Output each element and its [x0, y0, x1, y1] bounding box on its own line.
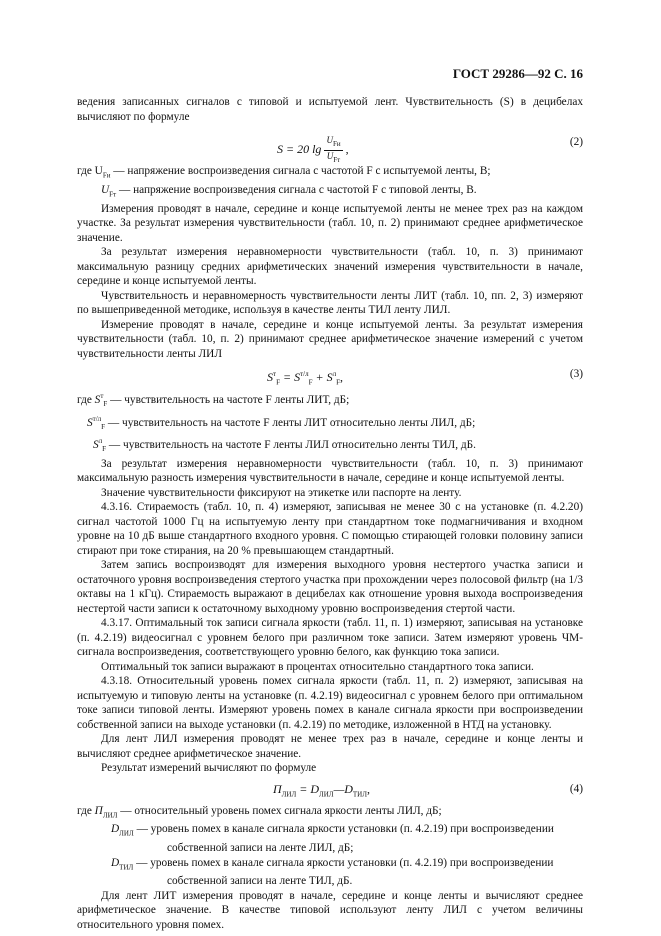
- paragraph: За результат измерения неравномерности чувствительности (табл. 10, п. 3) принимают максимальную разницу средних арифметических значений измерения чувствительности в начале, середине и конце испытуемой ленты.: [77, 246, 583, 287]
- formula-number: (4): [569, 782, 583, 795]
- formula-number: (2): [569, 136, 583, 148]
- paragraph: Измерения проводят в начале, середине и конце испытуемой ленты не менее трех раз на каждом участке. За результат измерения чувствительности (табл. 10, п. 2) принимают среднее арифметическое значение.: [77, 202, 583, 244]
- fraction: $\frac{U_{Fи}}{U_{Fт}}$: [326, 135, 341, 164]
- definition: $D_{ТИЛ}$ — уровень помех в канале сигнала яркости установки (п. 4.2.19) при воспроизведении: [111, 856, 554, 871]
- definition: собственной записи на ленте ЛИЛ, дБ;: [167, 842, 354, 855]
- formula-number: (3): [569, 368, 583, 380]
- paragraph: Оптимальный ток записи выражают в процентах относительно стандартного тока записи.: [101, 660, 534, 673]
- formula-lhs: S = 20 lg: [277, 142, 322, 157]
- page-header: ГОСТ 29286—92 С. 16: [452, 66, 583, 81]
- paragraph: Для лент ЛИЛ измерения проводят не менее трех раз в начале, середине и конце ленты и вычисляют среднее арифметическое значение.: [77, 733, 583, 760]
- paragraph: Значение чувствительности фиксируют на этикетке или паспорте на ленту.: [101, 486, 462, 499]
- paragraph: Для лент ЛИТ измерения проводят в начале, середине и конце ленты и вычисляют среднее арифметическое значение. В качестве типовой используют ленту ЛИЛ с учетом величины относительного уровня помех.: [77, 889, 583, 931]
- paragraph: 4.3.18. Относительный уровень помех сигнала яркости (табл. 11, п. 2) измеряют, записывая на испытуемую и типовую ленты на установке (п. 4.2.19) видеосигнал с уровнем белого при оптимальном токе записи типовой ленты. Измеряют уровень помех в канале сигнала яркости при воспроизведении собственной записи на выходе установки (п. 4.2.19) по методике, изложенной в НТД на установку.: [77, 675, 583, 731]
- paragraph: Затем запись воспроизводят для измерения выходного уровня нестертого участка записи и остаточного уровня воспроизведения стертого участка при прохождении через полосовой фильтр (на 1/3 октавы на 1 кГц). Стираемость выражают в децибелах как отношение уровня выхода воспроизведения нестертой части записи к остаточному выходному уровню воспроизведения стертой части.: [77, 559, 583, 615]
- definition: где $П_{ЛИЛ}$ — относительный уровень помех сигнала яркости ленты ЛИЛ, дБ;: [77, 804, 442, 819]
- paragraph: ведения записанных сигналов с типовой и испытуемой лент. Чувствительность (S) в децибелах вычисляют по формуле: [77, 96, 583, 123]
- paragraph: 4.3.17. Оптимальный ток записи сигнала яркости (табл. 11, п. 1) измеряют, записывая на установке (п. 4.2.19) видеосигнал с уровнем белого при различном токе записи. Затем измеряют уровень ЧМ-сигнала воспроизведения, соответствующего уровню белого, как функцию тока записи.: [77, 617, 583, 659]
- paragraph: 4.3.16. Стираемость (табл. 10, п. 4) измеряют, записывая не менее 30 с на установке (п. 4.2.20) сигнал частотой 1000 Гц на испытуемую ленту при стандартном токе подмагничивания и входном уровне на 10 дБ выше стандартного входного уровня. С помощью стирающей головки половину записи стирают при токе стирания, на 20 % превышающем стандартный.: [77, 501, 583, 557]
- paragraph: Измерение проводят в начале, середине и конце испытуемой ленты. За результат измерения чувствительности (табл. 10, п. 2) принимают среднее арифметическое значение измерений с учетом чувствительности ленты ЛИЛ: [77, 318, 583, 360]
- paragraph: За результат измерения неравномерности чувствительности (табл. 10, п. 3) принимают максимальную разность измерения чувствительности в начале, середине и конце испытуемой ленты.: [77, 457, 583, 485]
- definition: $U_{Fт}$ — напряжение воспроизведения сигнала с частотой F с типовой ленты, В.: [101, 183, 477, 198]
- formula-4: $П_{ЛИЛ}$ = $D_{ЛИЛ}—D_{ТИЛ}$, (4): [273, 781, 583, 798]
- definition: где $S^т_F$ — чувствительность на частоте F ленты ЛИТ, дБ;: [77, 392, 350, 409]
- formula-2: S = 20 lg $\frac{U_{Fи}}{U_{Fт}}$ , (2): [277, 135, 583, 164]
- definition: где $U_{Fи}$ — напряжение воспроизведения сигнала с частотой F с испытуемой ленты, В;: [77, 165, 491, 180]
- definition: $S^{т/л}_F$ — чувствительность на частоте F ленты ЛИТ относительно ленты ЛИЛ, дБ;: [87, 414, 476, 431]
- definition: $S^л_F$ — чувствительность на частоте F ленты ЛИЛ относительно ленты ТИЛ, дБ.: [93, 437, 476, 454]
- definition: $D_{ЛИЛ}$ — уровень помех в канале сигнала яркости установки (п. 4.2.19) при воспроизведении: [111, 823, 554, 838]
- document-body: [77, 95, 583, 932]
- definition: собственной записи на ленте ТИЛ, дБ.: [167, 875, 353, 888]
- formula-3: $S^т_F = S^{т/л}_F + S^л_F$, (3): [267, 368, 583, 387]
- paragraph: Результат измерений вычисляют по формуле: [101, 762, 317, 775]
- paragraph: Чувствительность и неравномерность чувствительности ленты ЛИТ (табл. 10, пп. 2, 3) измеряют по вышеприведенной методике, используя в качестве ленты ТИЛ ленту ЛИЛ.: [77, 289, 583, 316]
